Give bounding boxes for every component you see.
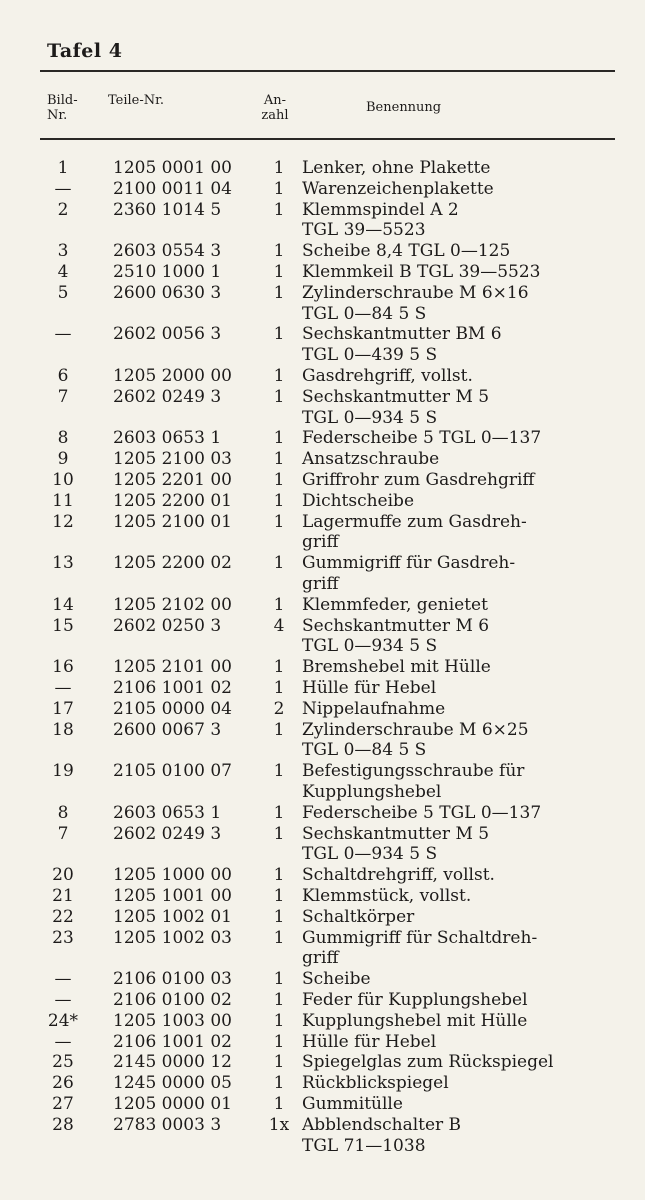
teile-nr: 2783 0003 3	[113, 1114, 222, 1135]
benennung	[302, 886, 471, 907]
benennung-line: Abblendschalter B	[302, 1114, 462, 1135]
bild-nr: 15	[52, 615, 74, 636]
benennung-line: Spiegelglas zum Rückspiegel	[302, 1052, 554, 1073]
bild-nr: 7	[57, 823, 69, 844]
teile-nr: 1205 1001 00	[113, 886, 232, 906]
anzahl: 1	[273, 282, 285, 303]
benennung-line: Klemmstück, vollst.	[302, 886, 472, 906]
benennung-line: Scheibe 8,4 TGL 0—125	[302, 241, 511, 262]
teile-nr: 2603 0653 1	[113, 428, 222, 449]
teile-nr: 2602 0249 3	[113, 823, 222, 844]
teile-nr: 2105 0100 07	[113, 761, 232, 782]
teile-nr: 2600 0630 3	[113, 282, 222, 303]
teile-nr: 1245 0000 05	[113, 1073, 232, 1094]
benennung-line: Zylinderschraube M 6×25	[302, 719, 529, 740]
anzahl: 1	[273, 865, 285, 886]
benennung	[302, 803, 541, 824]
benennung	[302, 200, 459, 242]
anzahl: 1	[273, 594, 285, 615]
benennung	[302, 324, 502, 366]
bild-nr: 23	[52, 927, 74, 948]
anzahl: 1	[273, 969, 285, 990]
teile-nr: 2510 1000 1	[113, 262, 222, 282]
anzahl: 1	[273, 366, 285, 386]
benennung-line: Rückblickspiegel	[302, 1073, 449, 1094]
benennung-line: Gasdrehgriff, vollst.	[302, 366, 473, 386]
header-benennung: Benennung	[366, 100, 442, 115]
bild-nr: 18	[52, 719, 74, 740]
anzahl: 1	[273, 1094, 285, 1114]
anzahl: 1	[273, 1052, 285, 1073]
bild-nr: 14	[52, 594, 74, 615]
benennung	[302, 595, 488, 616]
teile-nr: 1205 2102 00	[113, 594, 232, 615]
teile-nr: 1205 0001 00	[113, 158, 232, 178]
bild-nr: 28	[52, 1114, 74, 1135]
benennung-line: Kupplungshebel	[302, 781, 442, 802]
benennung	[302, 969, 371, 990]
teile-nr: 1205 2201 00	[113, 470, 232, 490]
benennung-line: Gummigriff für Gasdreh-	[302, 553, 516, 574]
benennung-line: Federscheibe 5 TGL 0—137	[302, 428, 542, 449]
anzahl: 1	[273, 428, 285, 449]
benennung-line: Bremshebel mit Hülle	[302, 657, 491, 678]
benennung	[302, 1073, 449, 1094]
benennung	[302, 241, 510, 262]
bild-nr: 10	[52, 470, 74, 490]
benennung-line: Scheibe	[302, 969, 371, 990]
bild-nr: 27	[52, 1094, 74, 1114]
header-anzahl-line1: An-	[263, 93, 287, 108]
benennung	[302, 990, 528, 1011]
benennung	[302, 657, 491, 678]
bild-nr: 25	[52, 1052, 74, 1073]
bild-nr: 4	[57, 262, 69, 282]
anzahl: 1	[273, 1010, 285, 1031]
anzahl: 1	[273, 802, 285, 823]
teile-nr: 2100 0011 04	[113, 178, 232, 199]
benennung	[302, 366, 473, 387]
anzahl: 1	[273, 386, 285, 407]
benennung-line: Schaltdrehgriff, vollst.	[302, 865, 495, 886]
benennung-line: Sechskantmutter M 5	[302, 386, 490, 407]
anzahl: 1	[273, 241, 285, 262]
benennung	[302, 865, 495, 886]
benennung-line: Warenzeichenplakette	[302, 178, 494, 199]
teile-nr: 1205 2101 00	[113, 657, 232, 678]
benennung-line: Griffrohr zum Gasdrehgriff	[302, 470, 535, 490]
benennung-line: Dichtscheibe	[302, 490, 415, 511]
benennung-line: Lenker, ohne Plakette	[302, 158, 491, 178]
bild-nr: —	[54, 1031, 72, 1052]
bild-nr: 7	[57, 386, 69, 407]
bild-nr: —	[54, 324, 72, 345]
anzahl: 1	[273, 657, 285, 678]
anzahl: 4	[273, 615, 285, 636]
teile-nr: 1205 1002 03	[113, 927, 232, 948]
benennung-line: griff	[302, 573, 339, 594]
benennung-line: TGL 39—5523	[302, 220, 426, 241]
anzahl: 1	[273, 761, 285, 782]
teile-nr: 1205 2200 01	[113, 490, 232, 511]
benennung	[302, 616, 489, 658]
anzahl: 1	[273, 158, 285, 178]
header-bild-line1: Bild-	[47, 93, 78, 108]
teile-nr: 1205 2100 03	[113, 449, 232, 470]
bild-nr: —	[54, 990, 72, 1010]
anzahl: 1	[273, 511, 285, 532]
bild-nr: 6	[57, 366, 69, 386]
header-teile-nr: Teile-Nr.	[108, 93, 165, 108]
benennung-line: Sechskantmutter M 5	[302, 823, 490, 844]
anzahl: 1	[273, 470, 285, 490]
benennung	[302, 387, 489, 429]
benennung	[302, 449, 439, 470]
benennung	[302, 283, 529, 325]
bild-nr: 19	[52, 761, 74, 782]
benennung-line: TGL 0—934 5 S	[302, 407, 438, 428]
benennung-line: Klemmkeil B TGL 39—5523	[302, 262, 541, 282]
benennung	[302, 428, 541, 449]
page-title: Tafel 4	[47, 40, 123, 62]
bild-nr: 13	[52, 553, 74, 574]
anzahl: 1	[273, 719, 285, 740]
bild-nr: 5	[57, 282, 69, 303]
anzahl: 1	[273, 553, 285, 574]
benennung	[302, 262, 540, 283]
benennung	[302, 491, 414, 512]
anzahl: 1	[273, 678, 285, 698]
teile-nr: 1205 2100 01	[113, 511, 232, 532]
benennung	[302, 907, 414, 928]
benennung	[302, 553, 515, 595]
benennung-line: griff	[302, 948, 339, 969]
header-bild-nr	[47, 93, 92, 123]
anzahl: 1	[273, 906, 285, 927]
bild-nr: 26	[52, 1073, 74, 1094]
header-rule	[40, 138, 615, 140]
anzahl: 1	[273, 449, 285, 470]
benennung-line: Hülle für Hebel	[302, 678, 437, 698]
benennung-line: Gummitülle	[302, 1094, 403, 1114]
benennung-line: griff	[302, 532, 339, 553]
teile-nr: 2106 0100 03	[113, 969, 232, 990]
benennung-line: Befestigungsschraube für	[302, 761, 525, 782]
header-anzahl	[258, 93, 292, 123]
teile-nr: 2603 0653 1	[113, 802, 222, 823]
teile-nr: 1205 1003 00	[113, 1010, 232, 1031]
bild-nr: —	[54, 178, 72, 199]
teile-nr: 2603 0554 3	[113, 241, 222, 262]
anzahl: 1	[273, 1031, 285, 1052]
teile-nr: 2600 0067 3	[113, 719, 222, 740]
benennung-line: Lagermuffe zum Gasdreh-	[302, 511, 527, 532]
benennung	[302, 1011, 527, 1032]
anzahl: 1	[273, 199, 285, 220]
bild-nr: 8	[57, 802, 69, 823]
teile-nr: 2360 1014 5	[113, 199, 222, 220]
teile-nr: 1205 1002 01	[113, 906, 232, 927]
bild-nr: 20	[52, 865, 74, 886]
top-rule	[40, 70, 615, 72]
benennung-line: Kupplungshebel mit Hülle	[302, 1010, 528, 1031]
anzahl: 1x	[268, 1114, 290, 1135]
bild-nr: —	[54, 969, 72, 990]
header-bild-line2: Nr.	[47, 108, 68, 123]
benennung-line: Federscheibe 5 TGL 0—137	[302, 802, 542, 823]
bild-nr: —	[54, 678, 72, 698]
teile-nr: 2106 1001 02	[113, 678, 232, 698]
benennung-line: Hülle für Hebel	[302, 1031, 437, 1052]
teile-nr: 2106 0100 02	[113, 990, 232, 1010]
anzahl: 1	[273, 1073, 285, 1094]
benennung-line: TGL 71—1038	[302, 1135, 426, 1156]
bild-nr: 24*	[47, 1010, 79, 1031]
anzahl: 1	[273, 324, 285, 345]
benennung	[302, 699, 445, 720]
bild-nr: 16	[52, 657, 74, 678]
bild-nr: 3	[57, 241, 69, 262]
anzahl: 1	[273, 490, 285, 511]
header-anzahl-line2: zahl	[261, 108, 289, 123]
benennung-line: Schaltkörper	[302, 906, 415, 927]
benennung-line: TGL 0—934 5 S	[302, 844, 438, 865]
teile-nr: 2602 0056 3	[113, 324, 222, 345]
bild-nr: 11	[52, 490, 74, 511]
anzahl: 1	[273, 823, 285, 844]
benennung-line: Gummigriff für Schaltdreh-	[302, 927, 538, 948]
teile-nr: 2106 1001 02	[113, 1031, 232, 1052]
anzahl: 2	[273, 698, 285, 719]
bild-nr: 21	[52, 886, 74, 906]
benennung	[302, 1052, 553, 1073]
benennung	[302, 1032, 436, 1053]
anzahl: 1	[273, 990, 285, 1010]
bild-nr: 17	[52, 698, 74, 719]
benennung	[302, 1115, 461, 1157]
bild-nr: 22	[52, 906, 74, 927]
benennung-line: Klemmfeder, genietet	[302, 594, 488, 615]
teile-nr: 2602 0250 3	[113, 615, 222, 636]
benennung-line: TGL 0—84 5 S	[302, 740, 427, 761]
bild-nr: 2	[57, 199, 69, 220]
benennung	[302, 1094, 403, 1115]
teile-nr: 1205 1000 00	[113, 865, 232, 886]
anzahl: 1	[273, 886, 285, 906]
teile-nr: 2602 0249 3	[113, 386, 222, 407]
anzahl: 1	[273, 262, 285, 282]
bild-nr: 9	[57, 449, 69, 470]
anzahl: 1	[273, 178, 285, 199]
benennung-line: Sechskantmutter M 6	[302, 615, 490, 636]
benennung	[302, 720, 529, 762]
teile-nr: 1205 2200 02	[113, 553, 232, 574]
benennung-line: Sechskantmutter BM 6	[302, 324, 502, 345]
benennung	[302, 761, 524, 803]
benennung-line: TGL 0—934 5 S	[302, 636, 438, 657]
bild-nr: 1	[57, 158, 69, 178]
benennung-line: Feder für Kupplungshebel	[302, 990, 528, 1010]
teile-nr: 2145 0000 12	[113, 1052, 232, 1073]
benennung	[302, 158, 490, 179]
bild-nr: 12	[52, 511, 74, 532]
benennung	[302, 512, 527, 554]
teile-nr: 2105 0000 04	[113, 698, 232, 719]
benennung	[302, 179, 494, 200]
bild-nr: 8	[57, 428, 69, 449]
benennung	[302, 824, 489, 866]
benennung	[302, 678, 436, 699]
benennung	[302, 470, 534, 491]
benennung-line: TGL 0—84 5 S	[302, 303, 427, 324]
teile-nr: 1205 2000 00	[113, 366, 232, 386]
benennung-line: Ansatzschraube	[302, 449, 440, 470]
benennung-line: TGL 0—439 5 S	[302, 345, 438, 366]
benennung	[302, 928, 537, 970]
teile-nr: 1205 0000 01	[113, 1094, 232, 1114]
benennung-line: Zylinderschraube M 6×16	[302, 282, 529, 303]
anzahl: 1	[273, 927, 285, 948]
benennung-line: Klemmspindel A 2	[302, 199, 459, 220]
benennung-line: Nippelaufnahme	[302, 698, 446, 719]
